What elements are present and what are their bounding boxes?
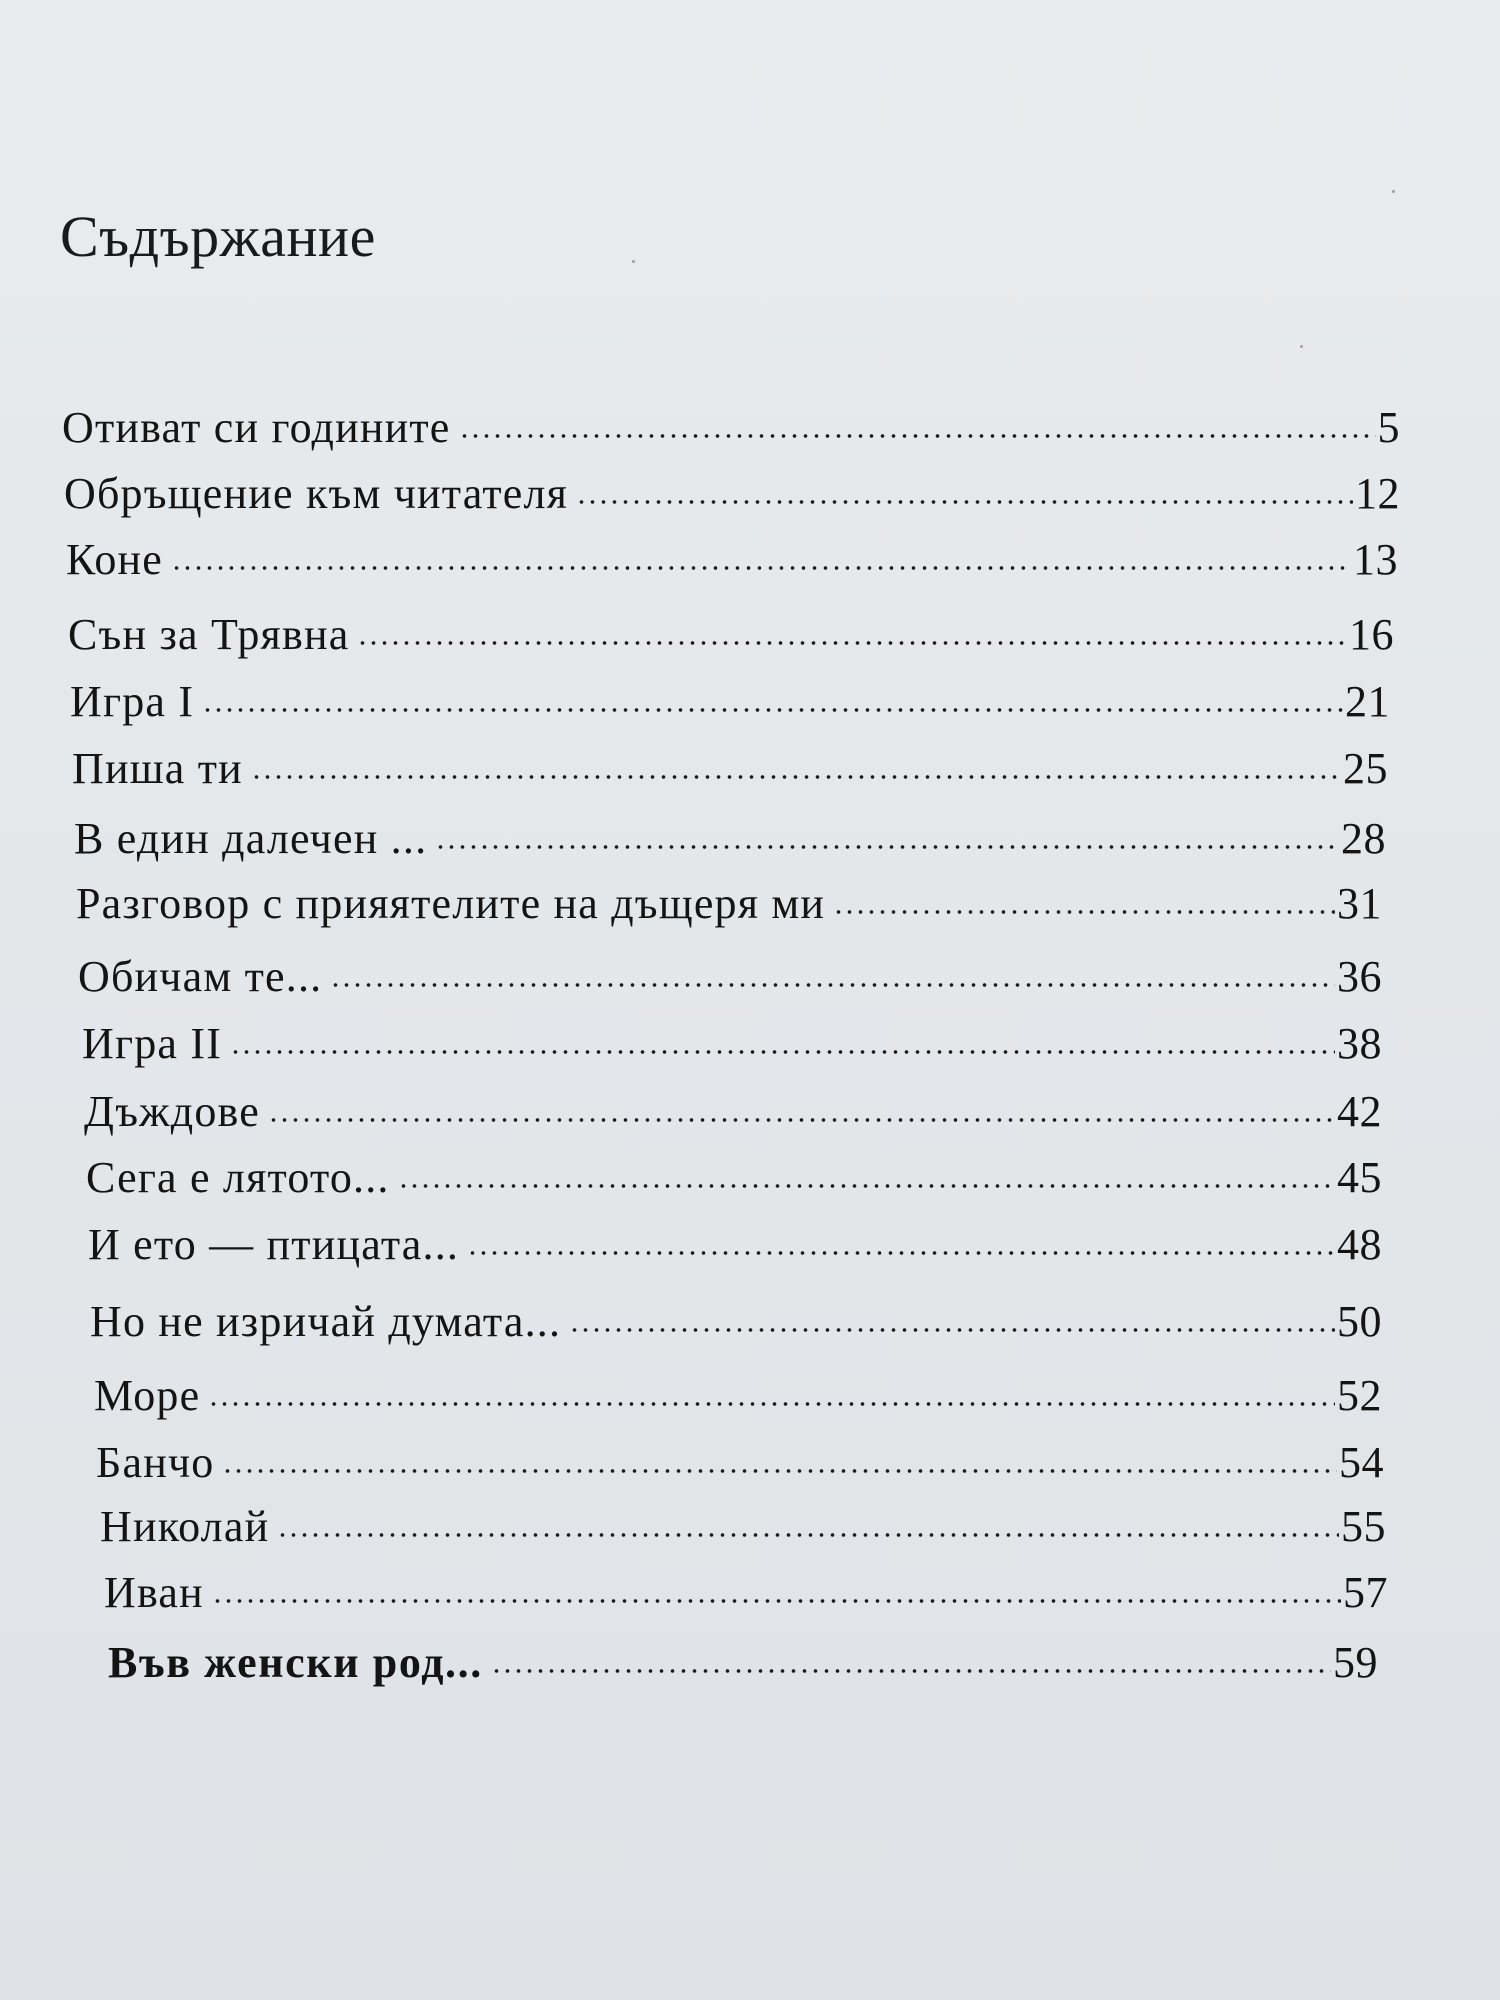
toc-entry-title: Игра II bbox=[82, 1019, 223, 1068]
toc-entry bbox=[104, 1566, 1388, 1620]
toc-entry-page: 16 bbox=[1349, 610, 1394, 659]
toc-entry-page: 54 bbox=[1339, 1438, 1384, 1487]
toc-entry-page: 48 bbox=[1337, 1220, 1382, 1269]
toc-entry-title: Пиша ти bbox=[72, 744, 243, 793]
toc-entry-title: Иван bbox=[104, 1568, 204, 1617]
dot-leader bbox=[268, 1115, 1335, 1125]
toc-entry-title: Но не изричай думата... bbox=[90, 1297, 562, 1346]
toc-entry bbox=[82, 1017, 1382, 1071]
dot-leader bbox=[171, 563, 1351, 573]
toc-entry-page: 25 bbox=[1343, 744, 1388, 793]
paper-speck bbox=[632, 260, 635, 263]
toc-entry bbox=[66, 533, 1398, 587]
dot-leader bbox=[459, 431, 1376, 441]
dot-leader bbox=[398, 1181, 1335, 1191]
toc-entry bbox=[68, 608, 1394, 662]
toc-entry bbox=[84, 1085, 1382, 1139]
toc-entry-page: 52 bbox=[1337, 1371, 1382, 1420]
dot-leader bbox=[330, 980, 1335, 990]
paper-speck bbox=[1300, 345, 1303, 348]
toc-entry bbox=[94, 1369, 1382, 1423]
toc-entry bbox=[74, 812, 1386, 866]
toc-entry bbox=[86, 1151, 1382, 1205]
toc-entry-title: Игра I bbox=[70, 677, 195, 726]
dot-leader bbox=[576, 497, 1353, 507]
toc-entry-title: Обръщение към читателя bbox=[64, 469, 569, 518]
toc-entry-title: Коне bbox=[66, 535, 164, 584]
toc-entry-page: 13 bbox=[1353, 535, 1398, 584]
dot-leader bbox=[208, 1399, 1335, 1409]
toc-entry-page: 31 bbox=[1337, 879, 1382, 928]
toc-entry-title: Разговор с прияятелите на дъщеря ми bbox=[76, 879, 826, 928]
toc-entry bbox=[100, 1500, 1386, 1554]
dot-leader bbox=[251, 772, 1341, 782]
toc-entry bbox=[108, 1636, 1378, 1690]
toc-entry-title: В един далечен ... bbox=[74, 814, 428, 863]
toc-entry-title: Сън за Трявна bbox=[68, 610, 350, 659]
toc-entry-title: Отиват си годините bbox=[62, 403, 451, 452]
toc-entry-page: 12 bbox=[1355, 469, 1400, 518]
toc-entry-page: 5 bbox=[1377, 403, 1400, 452]
toc-entry-title: И ето — птицата... bbox=[88, 1220, 460, 1269]
dot-leader bbox=[277, 1530, 1339, 1540]
toc-entry-page: 59 bbox=[1333, 1638, 1378, 1687]
dot-leader bbox=[357, 638, 1347, 648]
dot-leader bbox=[467, 1248, 1335, 1258]
toc-entry-title: Обичам те... bbox=[78, 952, 323, 1001]
toc-entry-page: 55 bbox=[1341, 1502, 1386, 1551]
toc-entry bbox=[62, 401, 1400, 455]
dot-leader bbox=[833, 907, 1335, 917]
toc-entry-page: 50 bbox=[1337, 1297, 1382, 1346]
toc-entry-title: Във женски род... bbox=[108, 1638, 483, 1687]
toc-entry bbox=[90, 1295, 1382, 1349]
toc-entry-page: 42 bbox=[1337, 1087, 1382, 1136]
toc-entry bbox=[64, 467, 1400, 521]
toc-entry bbox=[72, 742, 1388, 796]
paper-speck bbox=[1392, 190, 1395, 193]
toc-entry-title: Дъждове bbox=[84, 1087, 260, 1136]
toc-entry-page: 36 bbox=[1337, 952, 1382, 1001]
dot-leader bbox=[569, 1325, 1335, 1335]
dot-leader bbox=[202, 705, 1343, 715]
toc-entry-page: 38 bbox=[1337, 1019, 1382, 1068]
dot-leader bbox=[435, 842, 1339, 852]
toc-entry-page: 21 bbox=[1345, 677, 1390, 726]
dot-leader bbox=[212, 1596, 1341, 1606]
toc-entry-title: Банчо bbox=[96, 1438, 215, 1487]
dot-leader bbox=[491, 1666, 1331, 1676]
page-title: Съдържание bbox=[60, 204, 376, 269]
toc-entry-page: 57 bbox=[1343, 1568, 1388, 1617]
toc-entry-title: Николай bbox=[100, 1502, 270, 1551]
toc-entry-page: 28 bbox=[1341, 814, 1386, 863]
dot-leader bbox=[230, 1047, 1335, 1057]
toc-entry bbox=[88, 1218, 1382, 1272]
toc-entry-title: Сега е лятото... bbox=[86, 1153, 390, 1202]
dot-leader bbox=[222, 1466, 1337, 1476]
toc-entry bbox=[70, 675, 1390, 729]
toc-entry bbox=[96, 1436, 1384, 1490]
toc-entry bbox=[76, 877, 1382, 931]
toc-entry bbox=[78, 950, 1382, 1004]
toc-entry-title: Море bbox=[94, 1371, 201, 1420]
toc-entry-page: 45 bbox=[1337, 1153, 1382, 1202]
